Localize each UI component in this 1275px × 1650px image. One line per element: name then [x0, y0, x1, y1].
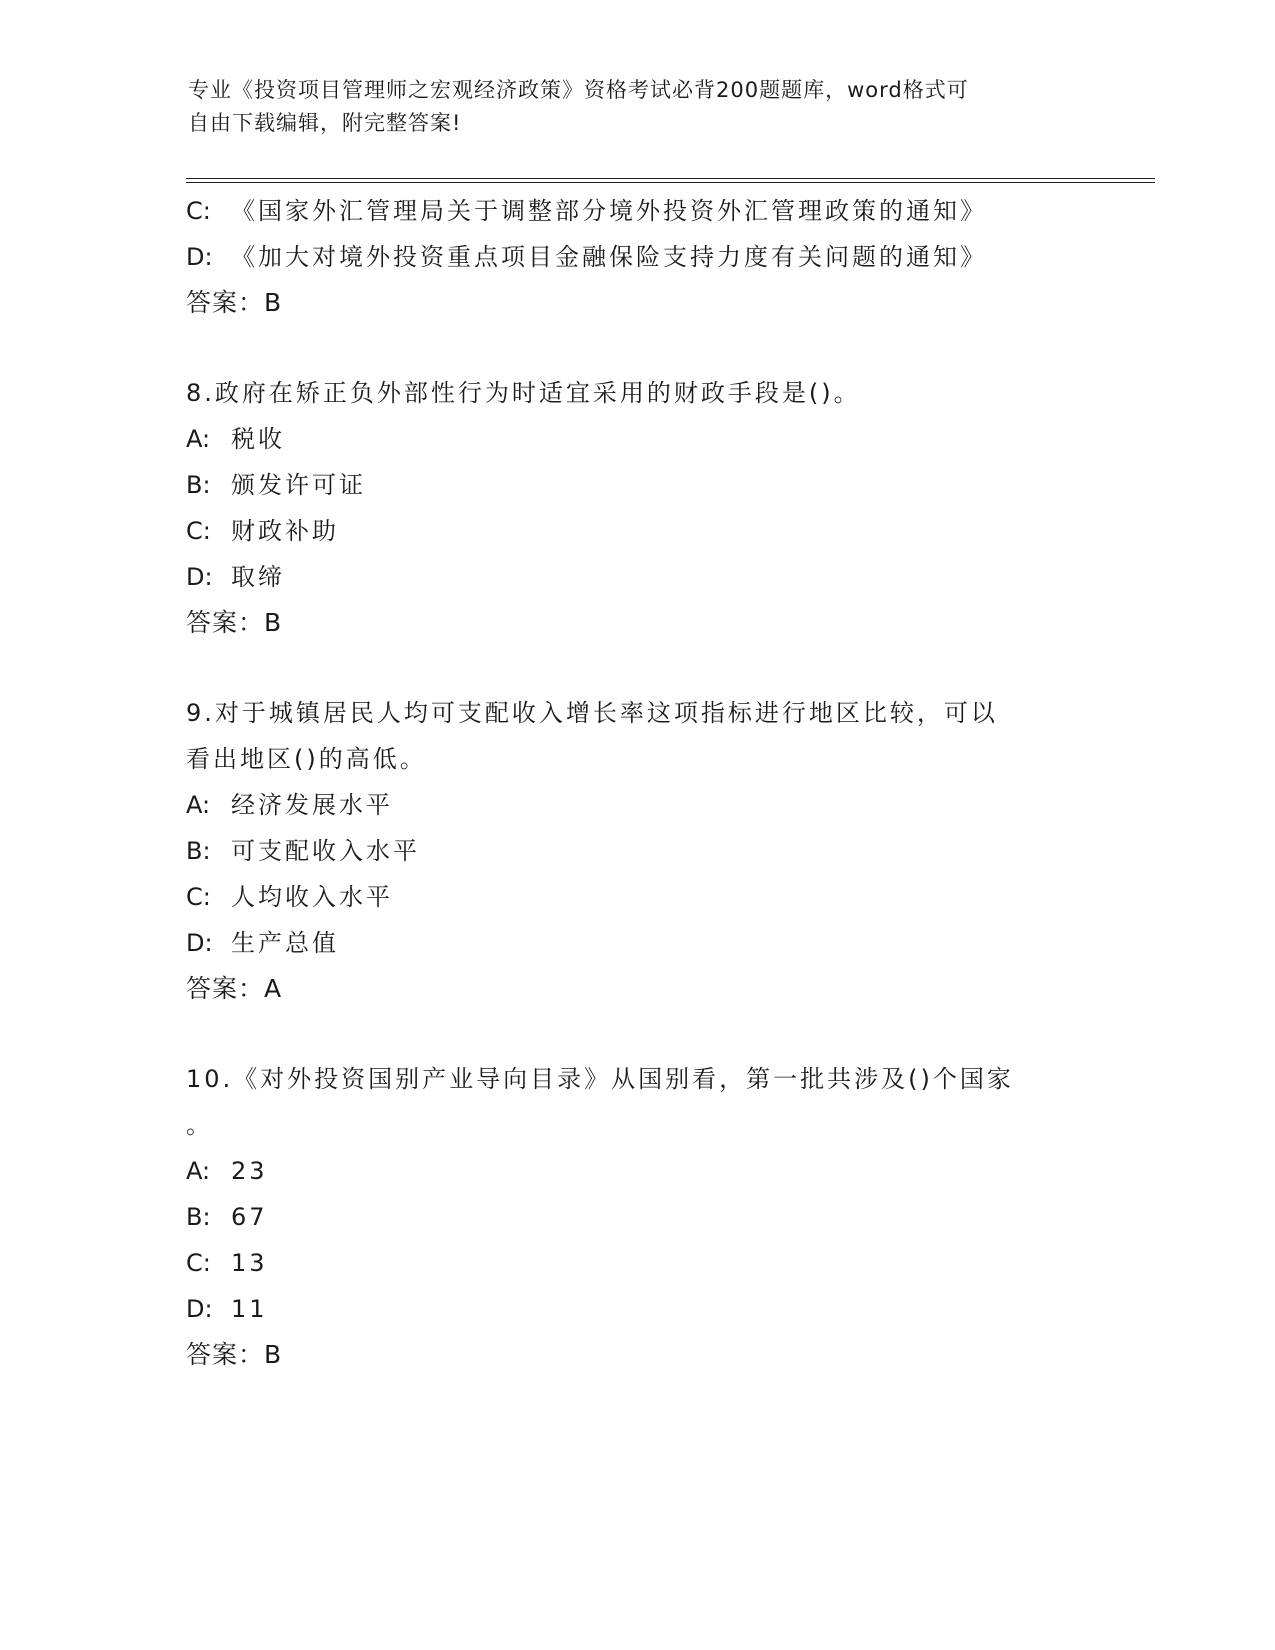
option-letter: C: [186, 197, 211, 225]
option-c [186, 508, 1086, 554]
answer-line: 答案：B [186, 608, 283, 637]
option-letter: D: [186, 1295, 213, 1323]
question-9 [186, 690, 1086, 1012]
question-8 [186, 370, 1086, 646]
option-letter: A: [186, 1157, 211, 1185]
option-d [186, 920, 1086, 966]
document-header [188, 74, 1068, 140]
option-text: 颁发许可证 [231, 471, 366, 499]
answer-line: 答案：A [186, 974, 283, 1003]
answer-line: 答案：B [186, 1340, 283, 1369]
option-letter: D: [186, 929, 213, 957]
option-b [186, 828, 1086, 874]
option-text: 《加大对境外投资重点项目金融保险支持力度有关问题的通知》 [231, 243, 987, 271]
option-text: 《国家外汇管理局关于调整部分境外投资外汇管理政策的通知》 [231, 197, 987, 225]
option-letter: D: [186, 563, 213, 591]
option-letter: D: [186, 243, 213, 271]
option-letter: C: [186, 1249, 211, 1277]
question-stem-line-2: 。 [186, 1111, 213, 1139]
option-c [186, 874, 1086, 920]
option-text: 取缔 [231, 563, 285, 591]
option-c [186, 1240, 1086, 1286]
option-text: 生产总值 [231, 929, 339, 957]
option-text: 13 [231, 1249, 268, 1277]
option-text: 财政补助 [231, 517, 339, 545]
option-a [186, 782, 1086, 828]
option-d [186, 554, 1086, 600]
header-line-2: 自由下载编辑，附完整答案! [188, 111, 462, 135]
question-list [186, 188, 1086, 1378]
option-a [186, 1148, 1086, 1194]
option-text: 经济发展水平 [231, 791, 393, 819]
option-b [186, 462, 1086, 508]
option-text: 可支配收入水平 [231, 837, 420, 865]
option-letter: A: [186, 425, 211, 453]
option-text: 人均收入水平 [231, 883, 393, 911]
option-letter: B: [186, 471, 211, 499]
question-stem-line-2: 看出地区()的高低。 [186, 745, 427, 773]
option-text: 税收 [231, 425, 285, 453]
option-text: 11 [231, 1295, 268, 1323]
header-divider-bottom [186, 182, 1155, 183]
option-d [186, 1286, 1086, 1332]
header-divider-top [186, 178, 1155, 179]
option-letter: B: [186, 837, 211, 865]
question-stem-line-1: 10.《对外投资国别产业导向目录》从国别看，第一批共涉及()个国家 [186, 1065, 1014, 1093]
option-d [186, 234, 1086, 280]
option-a [186, 416, 1086, 462]
question-7-continued [186, 188, 1086, 326]
option-text: 67 [231, 1203, 268, 1231]
option-letter: C: [186, 517, 211, 545]
question-stem-line-1: 9.对于城镇居民人均可支配收入增长率这项指标进行地区比较，可以 [186, 699, 998, 727]
answer-line: 答案：B [186, 288, 283, 317]
option-letter: C: [186, 883, 211, 911]
question-stem: 8.政府在矫正负外部性行为时适宜采用的财政手段是()。 [186, 379, 861, 407]
option-c [186, 188, 1086, 234]
option-text: 23 [231, 1157, 268, 1185]
question-10 [186, 1056, 1086, 1378]
option-letter: B: [186, 1203, 211, 1231]
header-line-1: 专业《投资项目管理师之宏观经济政策》资格考试必背200题题库，word格式可 [188, 78, 969, 102]
option-letter: A: [186, 791, 211, 819]
option-b [186, 1194, 1086, 1240]
